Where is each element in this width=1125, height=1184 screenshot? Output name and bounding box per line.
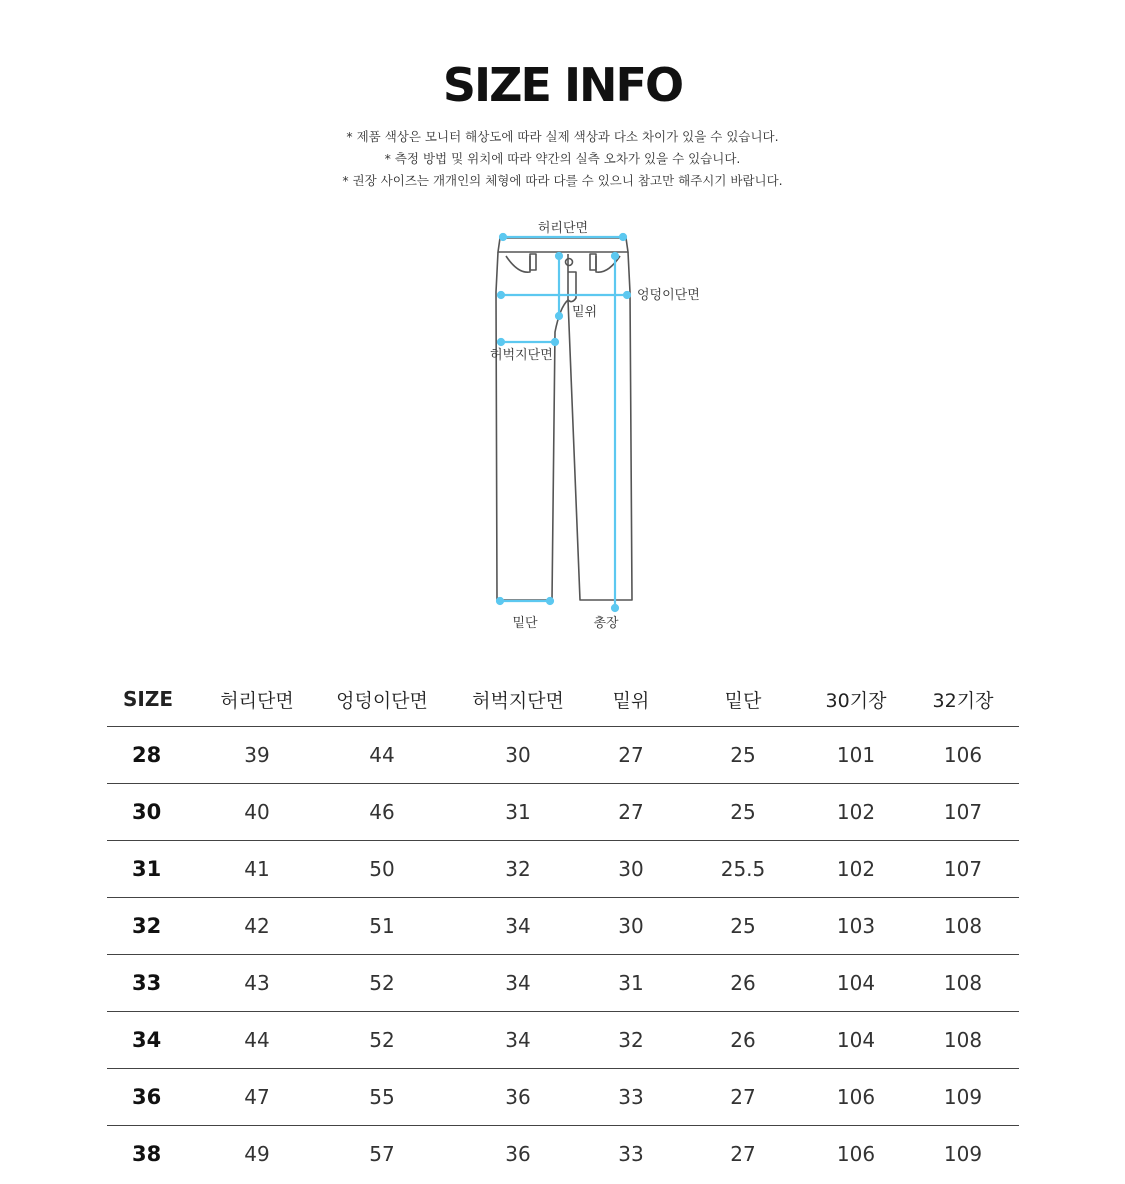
table-row xyxy=(107,841,1019,898)
cell-waist: 43 xyxy=(205,955,309,1012)
cell-hem: 27 xyxy=(730,1142,756,1166)
notice-color: * 제품 색상은 모니터 해상도에 따라 실제 색상과 다소 차이가 있을 수 있습니다. xyxy=(346,129,779,144)
cell-waist: 41 xyxy=(205,841,309,898)
cell-hem: 25.5 xyxy=(681,841,805,898)
cell-waist: 44 xyxy=(205,1012,309,1069)
cell-rise: 32 xyxy=(581,1012,681,1069)
table-row xyxy=(107,1012,1019,1069)
size-table xyxy=(107,672,1019,1182)
measure-dot xyxy=(556,313,562,319)
cell-size: 36 xyxy=(107,1069,205,1126)
table-row xyxy=(107,1126,1019,1183)
cell-length-32: 107 xyxy=(907,784,1019,841)
cell-waist: 40 xyxy=(205,784,309,841)
cell-hem: 26 xyxy=(681,955,805,1012)
cell-size: 31 xyxy=(107,841,205,898)
cell-length-30: 102 xyxy=(805,841,907,898)
cell-thigh: 34 xyxy=(455,1012,581,1069)
measure-dot xyxy=(624,292,630,298)
page-title: SIZE INFO xyxy=(442,58,683,112)
cell-waist: 42 xyxy=(205,898,309,955)
pants-measurement-diagram xyxy=(470,212,730,642)
cell-rise: 27 xyxy=(581,727,681,784)
cell-hem: 26 xyxy=(681,1012,805,1069)
cell-size: 33 xyxy=(107,955,205,1012)
cell-size: 34 xyxy=(107,1012,205,1069)
measure-dot xyxy=(547,598,553,604)
cell-hem: 27 xyxy=(681,1069,805,1126)
cell-hip: 44 xyxy=(309,727,455,784)
pants-outline xyxy=(496,238,632,600)
cell-hem: 25 xyxy=(681,784,805,841)
cell-waist: 47 xyxy=(205,1069,309,1126)
cell-rise: 30 xyxy=(581,841,681,898)
cell-length-32: 107 xyxy=(907,841,1019,898)
cell-size: 28 xyxy=(107,727,205,784)
length-label: 총장 xyxy=(593,616,619,631)
table-row xyxy=(107,955,1019,1012)
cell-hip: 55 xyxy=(309,1069,455,1126)
rise-label: 밑위 xyxy=(572,305,598,320)
cell-length-32: 109 xyxy=(943,1142,983,1166)
thigh-label: 허벅지단면 xyxy=(490,348,553,363)
measure-lines xyxy=(497,234,630,611)
cell-rise: 31 xyxy=(581,955,681,1012)
cell-size: 38 xyxy=(132,1142,162,1166)
cell-thigh: 34 xyxy=(455,898,581,955)
measure-dot xyxy=(612,605,618,611)
cell-length-30: 102 xyxy=(805,784,907,841)
cell-hem: 25 xyxy=(681,727,805,784)
header-hip: 엉덩이단면 xyxy=(309,672,455,727)
cell-length-32: 108 xyxy=(907,898,1019,955)
cell-thigh: 36 xyxy=(505,1142,531,1166)
cell-rise: 33 xyxy=(581,1069,681,1126)
cell-thigh: 36 xyxy=(455,1069,581,1126)
header-length-32: 32기장 xyxy=(907,672,1019,727)
measure-dot xyxy=(552,339,558,345)
cell-hip: 52 xyxy=(309,955,455,1012)
table-row xyxy=(107,784,1019,841)
header-length-30: 30기장 xyxy=(805,672,907,727)
cell-length-30: 103 xyxy=(805,898,907,955)
cell-rise: 27 xyxy=(581,784,681,841)
table-header-row xyxy=(107,672,1019,727)
measure-dot xyxy=(612,253,618,259)
hem-label: 밑단 xyxy=(512,616,538,631)
header-thigh: 허벅지단면 xyxy=(455,672,581,727)
header-size: SIZE xyxy=(107,672,205,727)
cell-size: 30 xyxy=(107,784,205,841)
cell-length-32: 109 xyxy=(907,1069,1019,1126)
measure-dot xyxy=(500,234,506,240)
cell-rise: 30 xyxy=(581,898,681,955)
size-table-body xyxy=(107,727,1019,1183)
measure-dot xyxy=(556,253,562,259)
measure-dot xyxy=(498,292,504,298)
cell-length-30: 106 xyxy=(805,1069,907,1126)
cell-size: 32 xyxy=(107,898,205,955)
notice-measurement: * 측정 방법 및 위치에 따라 약간의 실측 오차가 있을 수 있습니다. xyxy=(384,151,741,166)
cell-hip: 52 xyxy=(309,1012,455,1069)
table-row xyxy=(107,727,1019,784)
header-waist: 허리단면 xyxy=(205,672,309,727)
header-hem: 밑단 xyxy=(681,672,805,727)
cell-length-32: 108 xyxy=(907,955,1019,1012)
cell-thigh: 31 xyxy=(455,784,581,841)
cell-hip: 57 xyxy=(369,1142,395,1166)
table-row xyxy=(107,1069,1019,1126)
cell-waist: 39 xyxy=(205,727,309,784)
waist-label: 허리단면 xyxy=(537,221,589,236)
measure-dot xyxy=(498,339,504,345)
cell-length-30: 104 xyxy=(805,1012,907,1069)
hip-label: 엉덩이단면 xyxy=(637,288,700,303)
cell-hip: 51 xyxy=(309,898,455,955)
measure-dot xyxy=(497,598,503,604)
cell-thigh: 30 xyxy=(455,727,581,784)
cell-length-30: 101 xyxy=(805,727,907,784)
notice-list xyxy=(0,126,1125,192)
cell-length-32: 106 xyxy=(907,727,1019,784)
measure-dot xyxy=(620,234,626,240)
cell-length-30: 106 xyxy=(836,1142,876,1166)
cell-thigh: 32 xyxy=(455,841,581,898)
cell-thigh: 34 xyxy=(455,955,581,1012)
cell-hip: 50 xyxy=(309,841,455,898)
cell-waist: 49 xyxy=(244,1142,270,1166)
cell-length-30: 104 xyxy=(805,955,907,1012)
cell-rise: 33 xyxy=(618,1142,644,1166)
cell-hem: 25 xyxy=(681,898,805,955)
cell-hip: 46 xyxy=(309,784,455,841)
header-rise: 밑위 xyxy=(581,672,681,727)
table-row xyxy=(107,898,1019,955)
cell-length-32: 108 xyxy=(907,1012,1019,1069)
notice-recommendation: * 권장 사이즈는 개개인의 체형에 따라 다를 수 있으니 참고만 해주시기 바랍니다. xyxy=(342,173,783,188)
